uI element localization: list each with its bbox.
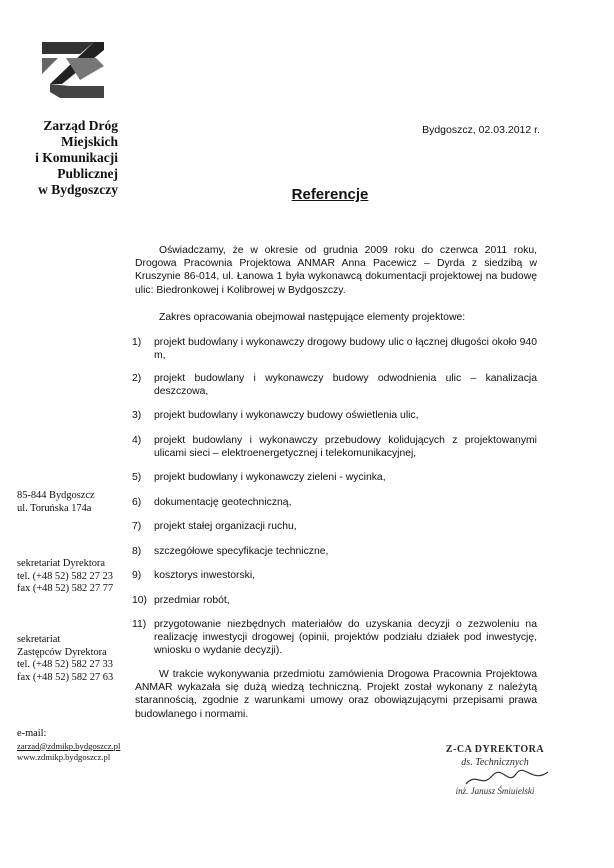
list-item: projekt budowlany i wykonawczy zieleni - wycinka,	[154, 472, 386, 483]
list-item-number: 10)	[132, 595, 148, 606]
org-name-line: Publicznej	[57, 166, 118, 181]
list-item: przygotowanie niezbędnych materiałów do uzyskania decyzji o zezwoleniu na realizację inwestycji drogowej (opinii, projektów podziału działek pod inwestycję, wniosku o wydanie decyzji).	[154, 619, 537, 657]
secretariat-label: Zastępców Dyrektora	[17, 646, 107, 658]
list-item-number: 6)	[132, 497, 142, 508]
list-item: przedmiar robót,	[154, 595, 230, 606]
org-name-line: Miejskich	[61, 134, 118, 149]
list-item-number: 2)	[132, 373, 142, 384]
list-item: projekt budowlany i wykonawczy drogowy budowy ulic o łącznej długości około 940 m,	[154, 337, 537, 362]
list-item: dokumentację geotechniczną,	[154, 497, 292, 508]
phone-number: tel. (+48 52) 582 27 33	[17, 659, 113, 671]
organization-name	[20, 118, 118, 198]
intro-paragraph: Oświadczamy, że w okresie od grudnia 2009 roku do czerwca 2011 roku, Drogowa Pracownia Projektowa ANMAR Anna Pacewicz – Dyrda z siedzibą w Kruszynie 86-014, ul. Łanowa 1 była wykonawcą dokumentacji projektowej na budowę ulic: Biedronkowej i Kolibrowej w Bydgoszczy.	[135, 245, 537, 296]
list-item: szczegółowe specyfikacje techniczne,	[154, 546, 329, 557]
list-item-number: 4)	[132, 435, 142, 446]
list-item: projekt stałej organizacji ruchu,	[154, 521, 297, 532]
list-item-number: 1)	[132, 337, 142, 348]
list-item-number: 3)	[132, 410, 142, 421]
stamp-title: Z-CA DYREKTORA	[445, 744, 545, 755]
contact-block	[17, 728, 137, 763]
closing-paragraph: W trakcie wykonywania przedmiotu zamówienia Drogowa Pracownia Projektowa ANMAR wykazała się dużą wiedzą techniczną. Projekt został wykonany z należytą starannością, zgodnie z warunkami umowy oraz obowiązującymi przepisami prawa budowlanego i normami.	[135, 669, 537, 720]
list-item: kosztorys inwestorski,	[154, 570, 256, 581]
director-secretariat-block	[17, 558, 137, 596]
list-item-number: 5)	[132, 472, 142, 483]
org-name-line: i Komunikacji	[35, 150, 118, 165]
list-item: projekt budowlany i wykonawczy budowy oświetlenia ulic,	[154, 410, 419, 421]
stamp-subtitle: ds. Technicznych	[461, 757, 529, 768]
website-link[interactable]: www.zdmikp.bydgoszcz.pl	[17, 751, 111, 762]
list-item: projekt budowlany i wykonawczy budowy odwodnienia ulic – kanalizacja deszczowa,	[154, 373, 537, 398]
list-item-number: 8)	[132, 546, 142, 557]
org-name-line: Zarząd Dróg	[43, 118, 118, 133]
zdmikp-logo-icon	[40, 40, 108, 100]
address-line: 85-844 Bydgoszcz	[17, 490, 95, 501]
secretariat-label: sekretariat Dyrektora	[17, 558, 105, 569]
list-item-number: 11)	[132, 619, 147, 630]
list-item: projekt budowlany i wykonawczy przebudowy kolidujących z projektowanymi ulicami sieci – elektroenergetycznej i telekomunikacyjnej,	[154, 435, 537, 460]
document-title: Referencje	[291, 186, 369, 203]
address-line: ul. Toruńska 174a	[17, 502, 92, 514]
signatory-name: inż. Janusz Śmiuielski	[455, 786, 535, 796]
scope-intro: Zakres opracowania obejmował następujące elementy projektowe:	[159, 312, 466, 323]
list-item-number: 9)	[132, 570, 142, 581]
document-date: Bydgoszcz, 02.03.2012 r.	[422, 124, 540, 136]
phone-number: tel. (+48 52) 582 27 23	[17, 570, 113, 582]
deputy-secretariat-block	[17, 634, 137, 684]
fax-number: fax (+48 52) 582 27 77	[17, 583, 114, 595]
address-block	[17, 490, 137, 515]
secretariat-label: sekretariat	[17, 634, 61, 645]
email-link[interactable]: zarzad@zdmikp.bydgoszcz.pl	[17, 740, 121, 751]
fax-number: fax (+48 52) 582 27 63	[17, 671, 114, 683]
org-name-line: w Bydgoszczy	[38, 182, 118, 197]
list-item-number: 7)	[132, 521, 142, 532]
email-label: e-mail:	[17, 728, 47, 739]
